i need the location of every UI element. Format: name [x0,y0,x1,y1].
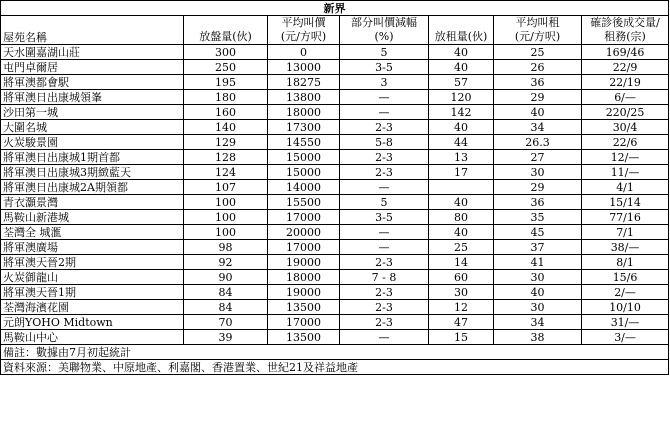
cell-avg-rent: 30 [494,165,582,180]
header-avg-asking-price: 平均叫價 (元/方呎) [268,16,340,45]
table-title: 新界 [1,1,669,16]
cell-estate-name: 青衣灝景灣 [1,195,184,210]
cell-rental-listings: 40 [429,225,494,240]
header-row [1,16,669,45]
cell-avg-asking-price: 13500 [268,330,340,345]
note-source: 資料來源：美聯物業、中原地產、利嘉閣、香港置業、世紀21及祥益地產 [1,360,669,375]
cell-transactions: 169/46 [582,45,669,60]
cell-listings: 107 [184,180,268,195]
cell-avg-rent: 26.3 [494,135,582,150]
cell-avg-rent: 29 [494,90,582,105]
cell-listings: 250 [184,60,268,75]
table-row [1,270,669,285]
cell-avg-rent: 45 [494,225,582,240]
table-row [1,330,669,345]
cell-avg-rent: 35 [494,210,582,225]
cell-avg-rent: 37 [494,240,582,255]
cell-avg-asking-price: 17300 [268,120,340,135]
cell-avg-asking-price: 15000 [268,165,340,180]
cell-rental-listings: 80 [429,210,494,225]
table-row [1,315,669,330]
header-transactions: 確診後成交量/ 租務(宗) [582,16,669,45]
cell-listings: 140 [184,120,268,135]
cell-transactions: 7/1 [582,225,669,240]
cell-estate-name: 荃灣海濱花園 [1,300,184,315]
cell-listings: 90 [184,270,268,285]
cell-avg-rent: 29 [494,180,582,195]
cell-transactions: 22/19 [582,75,669,90]
cell-avg-asking-price: 15000 [268,150,340,165]
table-row [1,105,669,120]
table-row [1,45,669,60]
cell-avg-asking-price: 20000 [268,225,340,240]
cell-price-cut: — [340,225,429,240]
cell-avg-asking-price: 18275 [268,75,340,90]
cell-listings: 195 [184,75,268,90]
cell-rental-listings: 15 [429,330,494,345]
cell-transactions: 3/— [582,330,669,345]
cell-avg-rent: 36 [494,195,582,210]
cell-rental-listings: 30 [429,285,494,300]
cell-price-cut: 3-5 [340,60,429,75]
cell-price-cut: 2-3 [340,300,429,315]
cell-transactions: 6/— [582,90,669,105]
cell-rental-listings: 17 [429,165,494,180]
cell-avg-rent: 25 [494,45,582,60]
cell-rental-listings: 47 [429,315,494,330]
cell-rental-listings: 57 [429,75,494,90]
table-row [1,195,669,210]
cell-estate-name: 將軍澳都會駅 [1,75,184,90]
cell-avg-rent: 34 [494,120,582,135]
cell-avg-rent: 41 [494,255,582,270]
cell-rental-listings: 120 [429,90,494,105]
cell-avg-asking-price: 18000 [268,270,340,285]
cell-price-cut: 2-3 [340,285,429,300]
cell-rental-listings: 12 [429,300,494,315]
cell-transactions: 30/4 [582,120,669,135]
header-estate-name: 屋苑名稱 [1,16,184,45]
cell-estate-name: 元朗YOHO Midtown [1,315,184,330]
cell-price-cut: 2-3 [340,165,429,180]
cell-avg-rent: 30 [494,270,582,285]
cell-rental-listings: 25 [429,240,494,255]
cell-transactions: 22/9 [582,60,669,75]
cell-transactions: 15/6 [582,270,669,285]
header-listings: 放盤量(伙) [184,16,268,45]
cell-listings: 100 [184,210,268,225]
cell-listings: 124 [184,165,268,180]
cell-rental-listings: 40 [429,60,494,75]
cell-price-cut: 2-3 [340,150,429,165]
cell-listings: 160 [184,105,268,120]
cell-avg-asking-price: 14550 [268,135,340,150]
cell-price-cut: 5 [340,45,429,60]
cell-avg-asking-price: 0 [268,45,340,60]
cell-transactions: 8/1 [582,255,669,270]
cell-avg-rent: 36 [494,75,582,90]
cell-listings: 180 [184,90,268,105]
table-row [1,180,669,195]
cell-listings: 300 [184,45,268,60]
cell-transactions: 38/— [582,240,669,255]
table-row [1,60,669,75]
cell-transactions: 220/25 [582,105,669,120]
cell-price-cut: — [340,90,429,105]
cell-rental-listings [429,180,494,195]
cell-rental-listings: 40 [429,120,494,135]
cell-transactions: 77/16 [582,210,669,225]
table-row [1,150,669,165]
table-row [1,75,669,90]
cell-avg-rent: 26 [494,60,582,75]
cell-avg-asking-price: 19000 [268,285,340,300]
cell-estate-name: 火炭御龍山 [1,270,184,285]
cell-estate-name: 將軍澳日出康城領峯 [1,90,184,105]
cell-avg-asking-price: 17000 [268,315,340,330]
cell-avg-asking-price: 15500 [268,195,340,210]
header-rental-listings: 放租量(伙) [429,16,494,45]
cell-avg-asking-price: 19000 [268,255,340,270]
cell-transactions: 10/10 [582,300,669,315]
cell-price-cut: — [340,240,429,255]
cell-avg-asking-price: 13800 [268,90,340,105]
cell-estate-name: 屯門卓爾居 [1,60,184,75]
table-row [1,135,669,150]
cell-transactions: 4/1 [582,180,669,195]
cell-listings: 128 [184,150,268,165]
cell-price-cut: 3 [340,75,429,90]
cell-price-cut: — [340,180,429,195]
cell-estate-name: 馬鞍山中心 [1,330,184,345]
cell-estate-name: 沙田第一城 [1,105,184,120]
cell-listings: 70 [184,315,268,330]
header-avg-rent: 平均叫租 (元/方呎) [494,16,582,45]
cell-avg-asking-price: 17000 [268,210,340,225]
cell-estate-name: 將軍澳天晉2期 [1,255,184,270]
cell-avg-asking-price: 18000 [268,105,340,120]
table-row [1,285,669,300]
cell-rental-listings: 40 [429,45,494,60]
table-row [1,90,669,105]
cell-transactions: 12/— [582,150,669,165]
cell-price-cut: 2-3 [340,120,429,135]
cell-price-cut: — [340,105,429,120]
cell-estate-name: 火炭駿景園 [1,135,184,150]
cell-rental-listings: 40 [429,195,494,210]
cell-transactions: 31/— [582,315,669,330]
cell-rental-listings: 142 [429,105,494,120]
cell-rental-listings: 60 [429,270,494,285]
cell-price-cut: — [340,330,429,345]
cell-rental-listings: 13 [429,150,494,165]
cell-estate-name: 將軍澳日出康城1期首都 [1,150,184,165]
cell-avg-asking-price: 13000 [268,60,340,75]
table-row [1,120,669,135]
cell-rental-listings: 14 [429,255,494,270]
cell-avg-rent: 34 [494,315,582,330]
cell-rental-listings: 44 [429,135,494,150]
table-row [1,255,669,270]
cell-listings: 39 [184,330,268,345]
cell-estate-name: 荃灣全 城滙 [1,225,184,240]
cell-price-cut: 5-8 [340,135,429,150]
cell-estate-name: 將軍澳天晉1期 [1,285,184,300]
cell-price-cut: 5 [340,195,429,210]
cell-avg-asking-price: 17000 [268,240,340,255]
note-remark: 備註：數據由7月初起統計 [1,345,669,360]
table-row [1,210,669,225]
cell-estate-name: 將軍澳廣場 [1,240,184,255]
cell-estate-name: 馬鞍山新港城 [1,210,184,225]
cell-avg-rent: 40 [494,285,582,300]
header-price-cut: 部分叫價減幅 (%) [340,16,429,45]
cell-avg-asking-price: 13500 [268,300,340,315]
cell-price-cut: 3-5 [340,210,429,225]
cell-avg-rent: 27 [494,150,582,165]
cell-price-cut: 7 - 8 [340,270,429,285]
cell-transactions: 15/14 [582,195,669,210]
table-row [1,225,669,240]
cell-listings: 92 [184,255,268,270]
cell-estate-name: 將軍澳日出康城2A期領都 [1,180,184,195]
cell-listings: 100 [184,225,268,240]
cell-estate-name: 將軍澳日出康城3期緻藍天 [1,165,184,180]
cell-transactions: 22/6 [582,135,669,150]
cell-listings: 84 [184,285,268,300]
cell-estate-name: 天水圍嘉湖山莊 [1,45,184,60]
cell-listings: 98 [184,240,268,255]
cell-transactions: 11/— [582,165,669,180]
cell-avg-rent: 40 [494,105,582,120]
table-row [1,300,669,315]
cell-price-cut: 2-3 [340,255,429,270]
cell-avg-asking-price: 14000 [268,180,340,195]
cell-avg-rent: 30 [494,300,582,315]
cell-listings: 129 [184,135,268,150]
cell-estate-name: 大圍名城 [1,120,184,135]
cell-price-cut: 2-3 [340,315,429,330]
cell-listings: 84 [184,300,268,315]
table-row [1,240,669,255]
cell-listings: 100 [184,195,268,210]
table-row [1,165,669,180]
cell-transactions: 2/— [582,285,669,300]
cell-avg-rent: 38 [494,330,582,345]
